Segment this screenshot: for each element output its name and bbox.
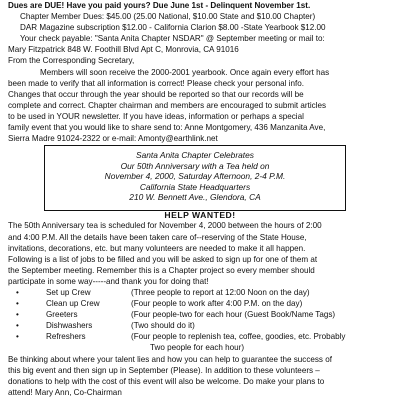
announcement-line: Santa Anita Chapter Celebrates [136,150,254,161]
secretary-line-email: Sierra Madre 91024-2322 or e-mail: Amonty@earthlink.net [8,134,218,144]
task-name: Refreshers [46,332,86,342]
bullet-icon: • [16,287,19,297]
secretary-heading: From the Corresponding Secretary, [8,56,135,66]
task-name: Greeters [46,310,78,320]
announcement-line: Our 50th Anniversary with a Tea held on [120,160,270,171]
task-description: (Two should do it) [131,321,195,331]
help-intro-line: the September meeting. Remember this is a Chapter project so every member should [8,265,315,275]
secretary-line: Members will soon receive the 2000-2001 yearbook. Once again every effort has [40,67,330,77]
task-description: (Three people to report at 12:00 Noon on the day) [131,287,310,297]
dues-bullet-magazine: • DAR Magazine subscription $12.00 - California Clarion $8.00 -State Yearbook $12.00 [20,23,392,33]
secretary-line: been made to verify that all information is correct! Please check your personal info. [8,78,305,88]
dues-bullet-chapter: • Chapter Member Dues: $45.00 (25.00 National, $10.00 State and $10.00 Chapter) [20,12,392,22]
help-intro-line: The 50th Anniversary tea is scheduled for November 4, 2000 between the hours of 2:00 [8,221,322,231]
bullet-icon: • [16,299,19,309]
task-description: (Four people to replenish tea, coffee, goodies, etc. Probably [131,332,346,342]
bullet-icon: • [16,310,19,320]
dues-mail-address: Mary Fitzpatrick 848 W. Foothill Blvd Apt C, Monrovia, CA 91016 [8,45,239,55]
dues-bullet-check: • Your check payable: "Santa Anita Chapter NSDAR" @ September meeting or mail to: [20,34,392,44]
bullet-icon: • [16,321,19,331]
help-intro-line: Following is a list of jobs to be filled and you will be asked to sign up for one of them at [8,254,318,264]
help-wanted-heading: HELP WANTED! [164,210,236,221]
help-closing-line: donations to help with the cost of this event will also be welcome. Do make your plans to [8,376,325,386]
announcement-line: November 4, 2000, Saturday Afternoon, 2-4 P.M. [104,171,286,182]
help-intro-line: and 4:00 P.M. All the details have been taken care of--reserving of the State House, [8,232,307,242]
dues-heading: Dues are DUE! Have you paid yours? Due June 1st - Delinquent November 1st. [8,1,311,10]
help-intro-line: participate in some way-----and thank you for doing that! [8,276,209,286]
anniversary-announcement-box [44,145,346,211]
task-name: Clean up Crew [46,299,100,309]
secretary-line: complete and correct. Chapter chairman and members are encouraged to submit articles [8,100,327,110]
help-closing-line: attend! Mary Ann, Co-Chairman [8,387,122,397]
task-name: Set up Crew [46,287,91,297]
announcement-line: 210 W. Bennett Ave., Glendora, CA [129,192,261,203]
help-closing-line: Be thinking about where your talent lies and how you can help to guarantee the success of [8,354,332,364]
help-closing-line: this big event and then sign up in September (Please). In addition to these volunteers – [8,365,320,375]
announcement-line: California State Headquarters [139,181,251,192]
secretary-line: Changes that occur through the year should be reported so that our records will be [8,89,304,99]
secretary-line: family event that you would like to share send to: Anne Montgomery, 436 Manzanita Ave, [8,123,326,133]
task-continuation: Two people for each hour) [150,343,245,353]
secretary-line: to be used in YOUR newsletter. If you have ideas, information or perhaps a special [8,111,304,121]
bullet-icon: • [16,332,19,342]
task-description: (Four people to work after 4:00 P.M. on the day) [131,299,303,309]
task-description: (Four people-two for each hour (Guest Book/Name Tags) [131,310,336,320]
task-name: Dishwashers [46,321,93,331]
help-intro-line: invitations, decorations, etc. but many volunteers are needed to make it all happen. [8,243,306,253]
